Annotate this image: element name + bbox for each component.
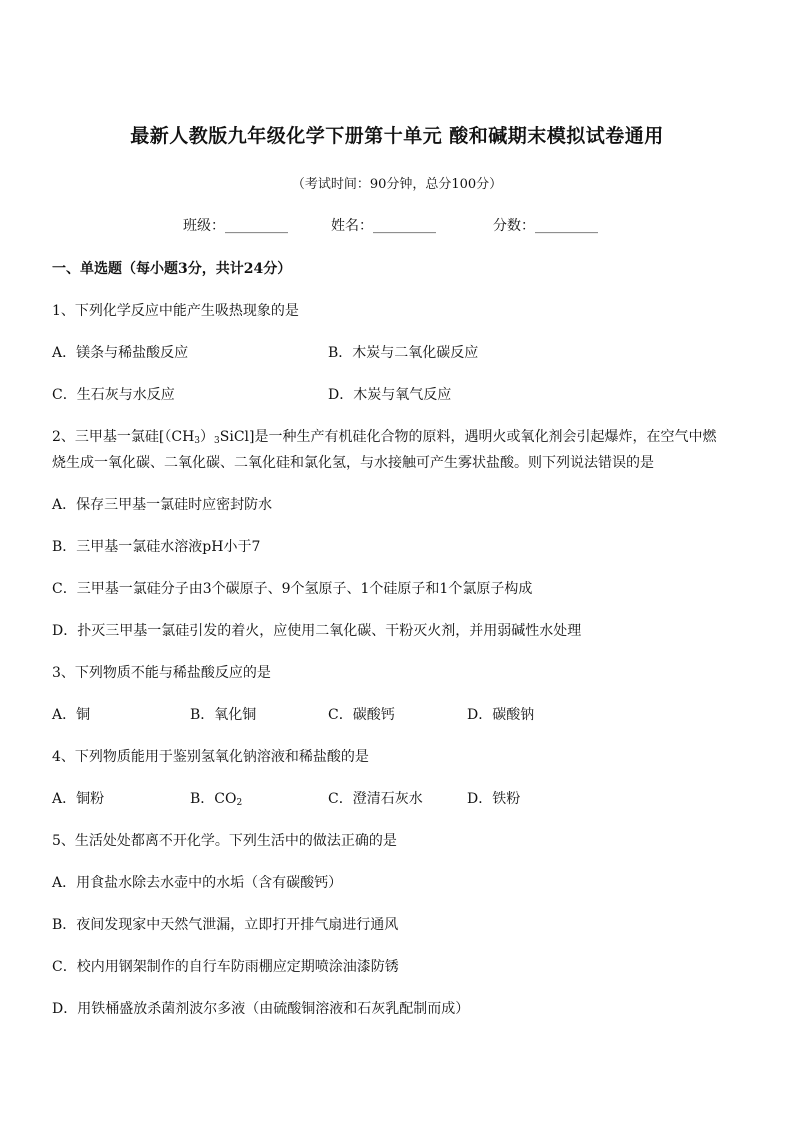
stem-text: SiCl]是一种生产有机硅化合物的原料，遇明火或氧化剂会引起爆炸，在空气中燃 bbox=[219, 429, 717, 445]
question-2-option-d[interactable]: D．扑灭三甲基一氯硅引发的着火，应使用二氧化碳、干粉灭火剂，并用弱碱性水处理 bbox=[52, 623, 582, 639]
score-field[interactable]: 分数：_________ bbox=[493, 218, 598, 234]
question-2-stem-line-2: 烧生成一氧化碳、二氧化碳、二氧化硅和氯化氢，与水接触可产生雾状盐酸。则下列说法错误的是 bbox=[52, 455, 654, 471]
stem-text: ） bbox=[200, 429, 215, 445]
question-2-option-a[interactable]: A．保存三甲基一氯硅时应密封防水 bbox=[52, 497, 273, 513]
stem-text: 2、三甲基一氯硅[（CH bbox=[52, 429, 195, 445]
question-1-option-a[interactable]: A．镁条与稀盐酸反应 bbox=[52, 345, 189, 361]
section-heading: 一、单选题（每小题3分，共计24分） bbox=[52, 261, 292, 277]
question-2-option-b[interactable]: B．三甲基一氯硅水溶液pH小于7 bbox=[52, 539, 261, 555]
question-5-option-a[interactable]: A．用食盐水除去水壶中的水垢（含有碳酸钙） bbox=[52, 875, 343, 891]
subscript: 3 bbox=[194, 436, 201, 446]
question-1-stem: 1、下列化学反应中能产生吸热现象的是 bbox=[52, 303, 299, 319]
option-text: B．CO bbox=[190, 791, 237, 807]
question-4-option-d[interactable]: D．铁粉 bbox=[467, 791, 521, 807]
question-3-stem: 3、下列物质不能与稀盐酸反应的是 bbox=[52, 665, 271, 681]
question-4-stem: 4、下列物质能用于鉴别氢氧化钠溶液和稀盐酸的是 bbox=[52, 749, 369, 765]
question-5-option-b[interactable]: B．夜间发现家中天然气泄漏，立即打开排气扇进行通风 bbox=[52, 917, 399, 933]
question-4-option-a[interactable]: A．铜粉 bbox=[52, 791, 105, 807]
question-5-stem: 5、生活处处都离不开化学。下列生活中的做法正确的是 bbox=[52, 833, 397, 849]
question-3-option-a[interactable]: A．铜 bbox=[52, 707, 91, 723]
question-1-option-d[interactable]: D．木炭与氧气反应 bbox=[328, 387, 452, 403]
question-1-option-b[interactable]: B．木炭与二氧化碳反应 bbox=[328, 345, 479, 361]
student-info-row bbox=[0, 215, 794, 235]
question-4-option-c[interactable]: C．澄清石灰水 bbox=[328, 791, 423, 807]
question-3-option-b[interactable]: B．氧化铜 bbox=[190, 707, 257, 723]
name-field[interactable]: 姓名：_________ bbox=[331, 218, 436, 234]
question-2-option-c[interactable]: C．三甲基一氯硅分子由3个碳原子、9个氢原子、1个硅原子和1个氯原子构成 bbox=[52, 581, 533, 597]
page-title: 最新人教版九年级化学下册第十单元 酸和碱期末模拟试卷通用 bbox=[130, 125, 664, 147]
question-3-option-d[interactable]: D．碳酸钠 bbox=[467, 707, 535, 723]
class-field[interactable]: 班级：_________ bbox=[183, 218, 288, 234]
subscript: 3 bbox=[214, 436, 220, 446]
question-5-option-d[interactable]: D．用铁桶盛放杀菌剂波尔多液（由硫酸铜溶液和石灰乳配制而成） bbox=[52, 1001, 470, 1017]
question-1-option-c[interactable]: C．生石灰与水反应 bbox=[52, 387, 175, 403]
subscript: 2 bbox=[236, 798, 243, 808]
question-5-option-c[interactable]: C．校内用钢架制作的自行车防雨棚应定期喷涂油漆防锈 bbox=[52, 959, 399, 975]
exam-time-note: （考试时间：90分钟，总分100分） bbox=[291, 177, 503, 192]
question-2-stem bbox=[52, 426, 716, 446]
question-3-option-c[interactable]: C．碳酸钙 bbox=[328, 707, 395, 723]
question-4-option-b[interactable] bbox=[190, 788, 242, 808]
